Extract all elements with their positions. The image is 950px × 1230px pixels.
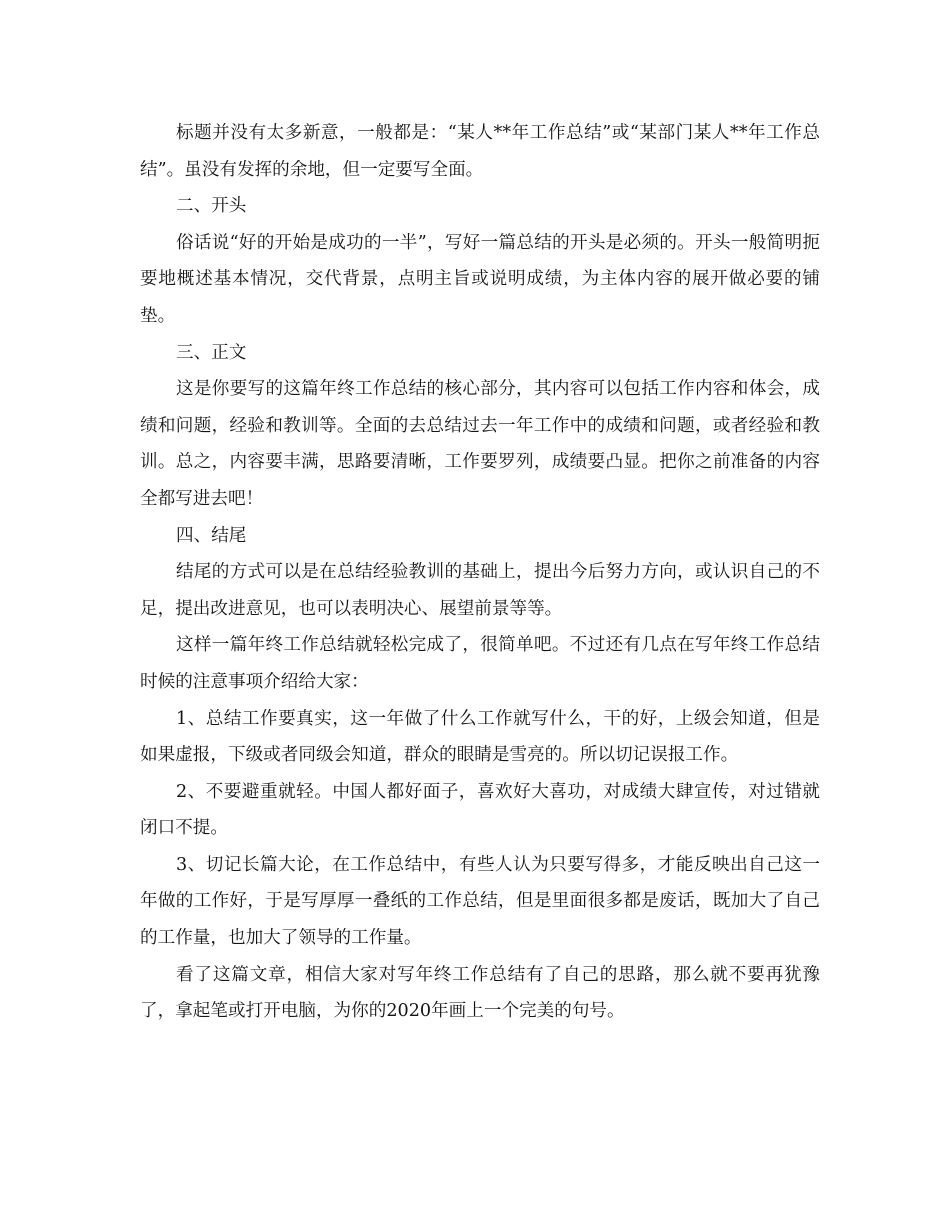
paragraph-body: 这是你要写的这篇年终工作总结的核心部分，其内容可以包括工作内容和体会，成绩和问题，经验和教训等。全面的去总结过去一年工作中的成绩和问题，或者经验和教训。总之，内容要丰满，思路要清晰，工作要罗列，成绩要凸显。把你之前准备的内容全都写进去吧！ (140, 379, 820, 509)
section-heading-opening: 二、开头 (176, 196, 247, 217)
list-item-note-1: 1、总结工作要真实，这一年做了什么工作就写什么，干的好，上级会知道，但是如果虚报，下级或者同级会知道，群众的眼睛是雪亮的。所以切记误报工作。 (140, 708, 820, 766)
list-item-note-3: 3、切记长篇大论，在工作总结中，有些人认为只要写得多，才能反映出自己这一年做的工作好，于是写厚厚一叠纸的工作总结，但是里面很多都是废话，既加大了自己的工作量，也加大了领导的工作量。 (140, 854, 820, 949)
paragraph-ending: 结尾的方式可以是在总结经验教训的基础上，提出今后努力方向，或认识自己的不足，提出改进意见，也可以表明决心、展望前景等等。 (140, 562, 820, 619)
list-item-note-2: 2、不要避重就轻。中国人都好面子，喜欢好大喜功，对成绩大肆宣传，对过错就闭口不提。 (140, 781, 820, 839)
paragraph-conclusion: 看了这篇文章，相信大家对写年终工作总结有了自己的思路，那么就不要再犹豫了，拿起笔或打开电脑，为你的2020年画上一个完美的句号。 (140, 964, 820, 1022)
paragraph-title-intro: 标题并没有太多新意，一般都是：“某人**年工作总结”或“某部门某人**年工作总结”。虽没有发挥的余地，但一定要写全面。 (140, 123, 820, 180)
document-body (140, 115, 820, 1030)
paragraph-opening: 俗话说“好的开始是成功的一半”，写好一篇总结的开头是必须的。开头一般简明扼要地概述基本情况，交代背景，点明主旨或说明成绩，为主体内容的展开做必要的铺垫。 (140, 232, 820, 326)
paragraph-notes-intro: 这样一篇年终工作总结就轻松完成了，很简单吧。不过还有几点在写年终工作总结时候的注意事项介绍给大家： (140, 635, 820, 692)
section-heading-ending: 四、结尾 (176, 525, 247, 546)
section-heading-body: 三、正文 (176, 342, 247, 363)
